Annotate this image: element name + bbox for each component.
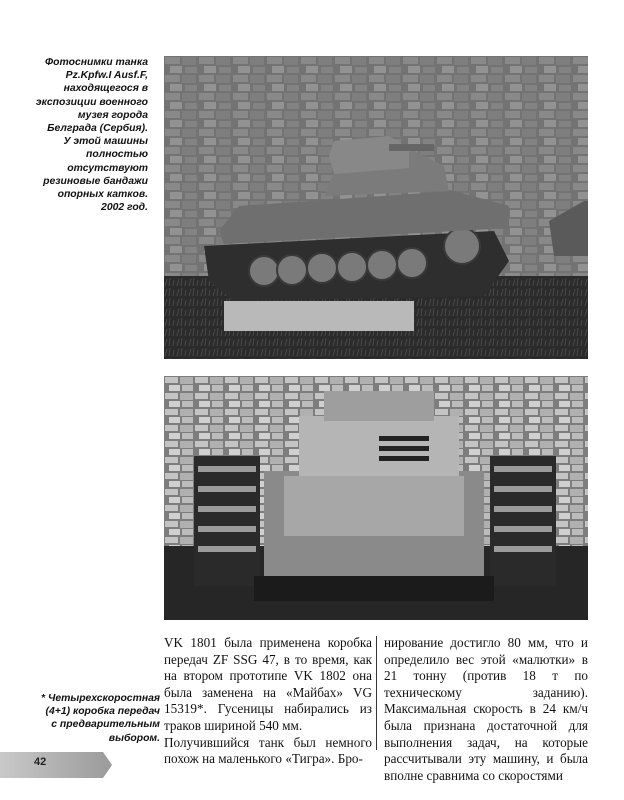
page-number-badge (0, 752, 112, 778)
column-divider (376, 636, 377, 750)
page-number: 42 (34, 756, 47, 768)
photo-caption: Фотоснимки танка Pz.Kpfw.I Ausf.F, находящегося в экспозиции военного музея города Белграда (Сербия). У этой машины полностью отсутствуют резиновые бандажи опорных катков. 2002 год. (35, 57, 148, 214)
body-text-column-1: VK 1801 была применена коробка передач ZF SSG 47, в то время, как на втором прототипе VK 1802 она была заменена на «Майбах» VG 15319*. Гусеницы набирались из траков шириной 540 мм. Получившийся танк был немного похож на маленького «Тигра». Бро- (164, 635, 372, 767)
tank-front-photo (164, 376, 588, 620)
footnote: * Четырехскоростная (4+1) коробка передач с предварительным выбором. (41, 693, 160, 744)
body-text-column-2: нирование достигло 80 мм, что и определило вес этой «малютки» в 21 тонну (против 18 т по техническому заданию). Максимальная скорость в 24 км/ч была признана достаточной для выполнения задач, на которые рассчитывали эту машину, и была вполне сравнима со скоростями (384, 635, 588, 783)
tank-side-photo (164, 56, 588, 359)
